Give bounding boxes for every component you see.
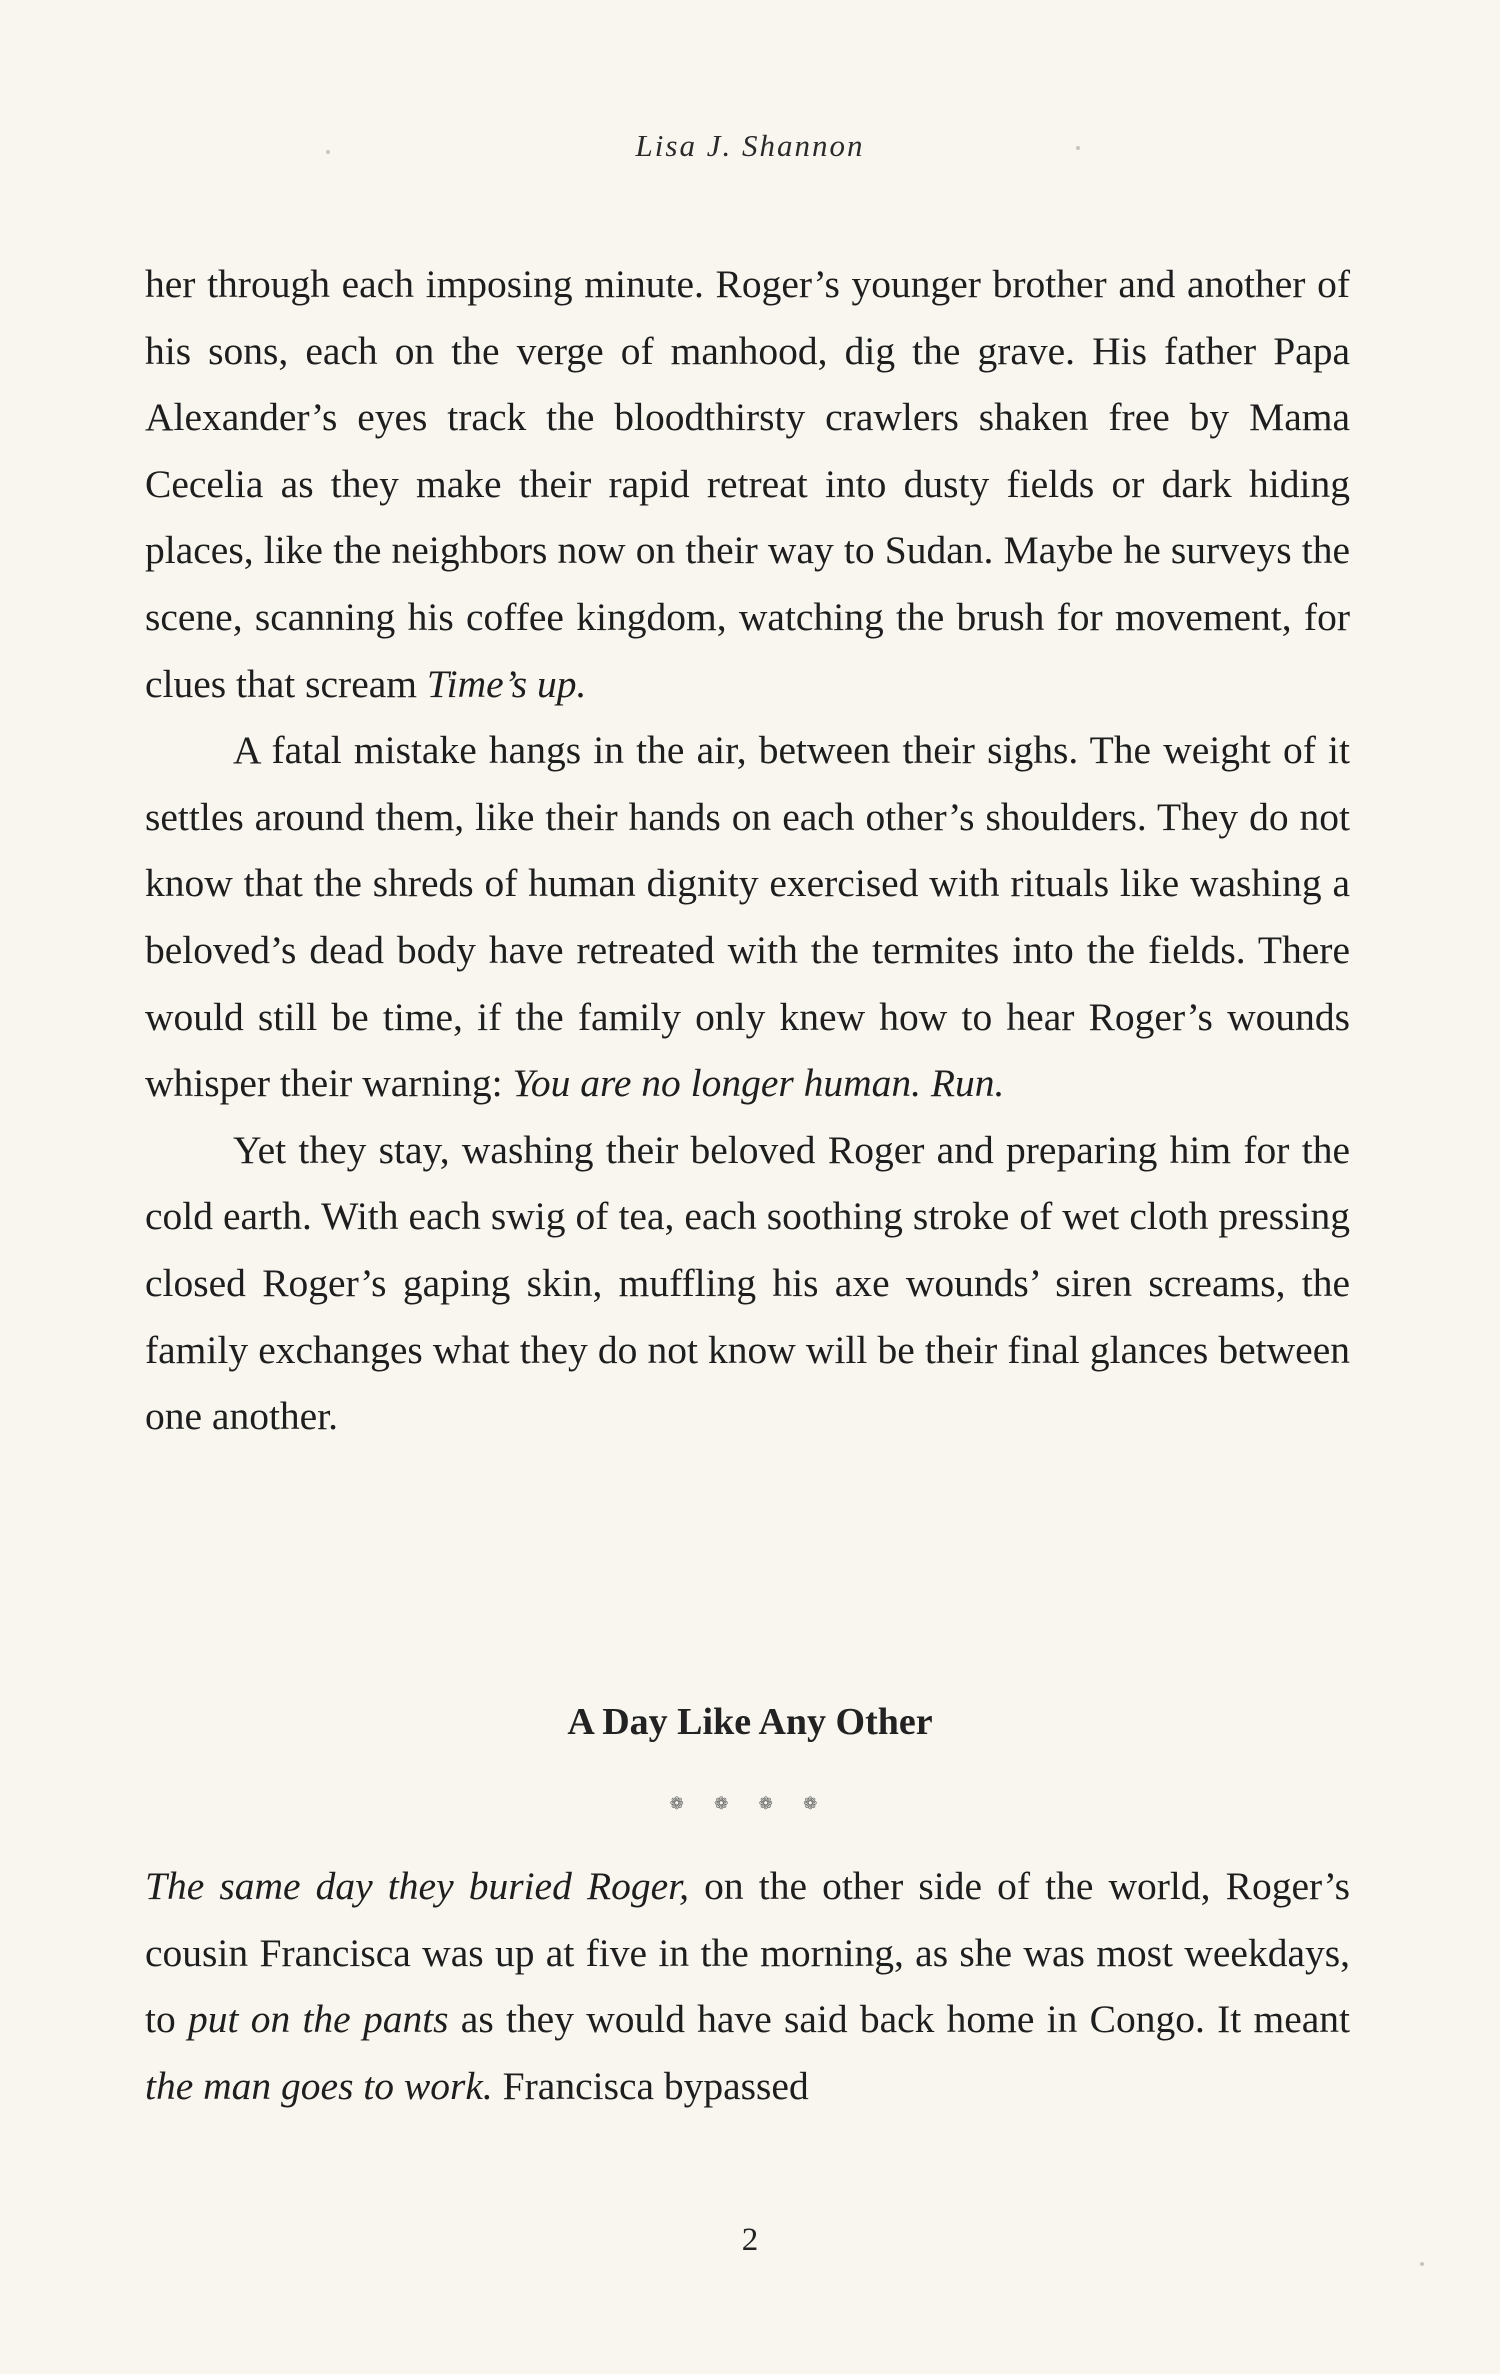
running-head: Lisa J. Shannon [635,128,865,163]
paragraph [145,1117,1350,1450]
italic-text-run: the man goes to work. [145,2063,493,2108]
paragraph [145,251,1350,717]
italic-text-run: put on the pants [187,1997,449,2042]
paragraph [145,717,1350,1117]
text-run: as they would have said back home in Congo. It meant [448,1997,1350,2042]
italic-text-run: You are no longer human. Run. [512,1061,1005,1106]
page-number: 2 [741,2222,759,2258]
body-text-top [145,251,1350,1450]
text-run: Francisca bypassed [492,2063,809,2108]
italic-text-run: The same day they buried Roger, [145,1864,689,1908]
italic-text-run: Time’s up. [426,661,587,706]
text-run: A fatal mistake hangs in the air, between their sighs. The weight of it settles around them, like their hands on each other’s shoulders. They do not know that the shreds of human dignity exercised with rituals like washing a beloved’s dead body have retreated with the termites into the fields. There would still be time, if the family only knew how to hear Roger’s wounds whisper their warning: [145,728,1350,1106]
section-heading: A Day Like Any Other [567,1701,933,1743]
scan-speck [1420,2262,1424,2266]
scan-speck [1076,146,1080,150]
ornament-divider: ❁ ❁ ❁ ❁ [669,1794,831,1813]
text-run: her through each imposing minute. Roger’s younger brother and another of his sons, each on the verge of manhood, dig the grave. His father Papa Alexander’s eyes track the bloodthirsty crawlers shaken free by Mama Cecelia as they make their rapid retreat into dusty fields or dark hiding places, like the neighbors now on their way to Sudan. Maybe he surveys the scene, scanning his coffee kingdom, watching the brush for movement, for clues that scream [145,262,1350,706]
scan-speck [326,150,330,154]
text-run: Yet they stay, washing their beloved Roger and preparing him for the cold earth. With each swig of tea, each soothing stroke of wet cloth pressing closed Roger’s gaping skin, muffling his axe wounds’ siren screams, the family exchanges what they do not know will be their final glances between one another. [145,1127,1350,1439]
paragraph [145,1853,1350,2119]
text-run: on the other side of the world, Roger’s cousin Francisca was up at five in the morning, as she was most weekdays, to [145,1864,1350,2042]
body-text-bottom [145,1853,1350,2119]
